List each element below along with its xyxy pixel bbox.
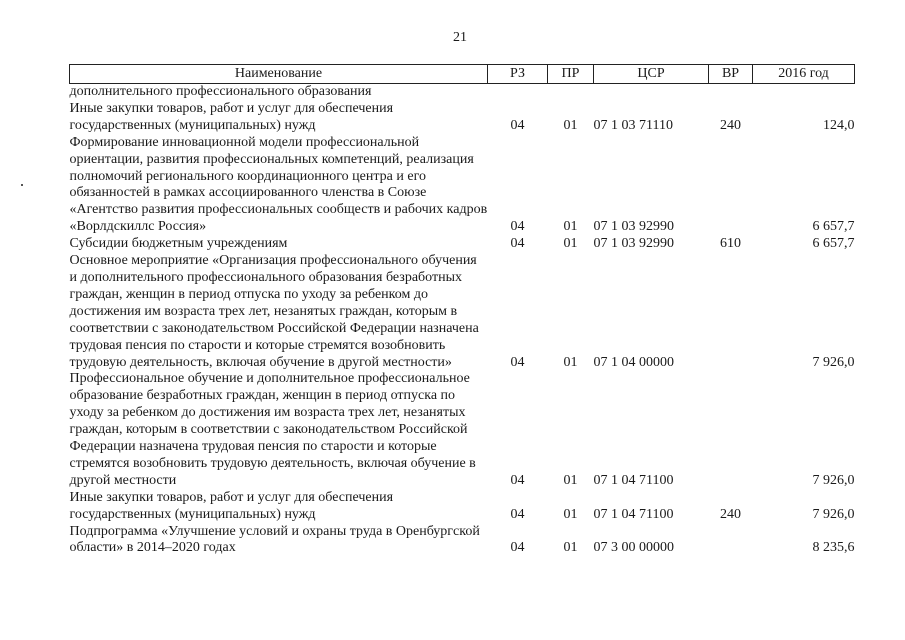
row-vr (709, 371, 753, 489)
row-name: Формирование инновационной модели профессиональной ориентации, развития профессиональных компетенций, реализация полномочий регионального координационного центра и его обязанностей в рамках ассоциированного членства в Союзе «Агентство развития профессиональных сообществ и рабочих кадров «Ворлдскиллс Россия» (69, 134, 488, 235)
row-csr: 07 1 04 71100 (593, 506, 674, 522)
row-vr: 240 (720, 117, 741, 133)
row-csr: 07 1 03 71110 (593, 117, 673, 133)
row-rz: 04 (510, 236, 525, 252)
row-pr (548, 84, 594, 101)
row-vr (709, 524, 753, 558)
row-name: Иные закупки товаров, работ и услуг для обеспечения государственных (муниципальных) нужд (69, 100, 394, 133)
row-csr: 07 1 03 92990 (593, 236, 674, 252)
row-vr: 610 (720, 236, 741, 252)
row-csr: 07 3 00 00000 (593, 540, 674, 556)
row-csr (594, 84, 709, 101)
table-row (70, 84, 855, 101)
header-vr: ВР (709, 65, 753, 84)
row-pr: 01 (563, 219, 578, 235)
row-csr: 07 1 04 71100 (593, 472, 674, 488)
row-csr: 07 1 03 92990 (593, 219, 674, 235)
table-row (70, 101, 855, 135)
table-row (70, 524, 855, 558)
row-amount: 6 657,7 (812, 219, 855, 235)
row-pr: 01 (563, 540, 578, 556)
page-number: 21 (453, 30, 467, 45)
row-amount: 124,0 (823, 117, 855, 133)
row-amount: 8 235,6 (812, 540, 855, 556)
header-year: 2016 год (753, 65, 855, 84)
row-rz: 04 (510, 472, 525, 488)
row-pr: 01 (563, 472, 578, 488)
row-name: Иные закупки товаров, работ и услуг для обеспечения государственных (муниципальных) нужд (69, 489, 394, 522)
table-row (70, 253, 855, 371)
row-rz: 04 (510, 506, 525, 522)
row-amount: 6 657,7 (812, 236, 855, 252)
row-pr: 01 (563, 506, 578, 522)
row-pr: 01 (563, 354, 578, 370)
row-amount: 7 926,0 (812, 354, 855, 370)
row-vr: 240 (720, 506, 741, 522)
row-pr: 01 (563, 236, 578, 252)
header-rz: РЗ (488, 65, 548, 84)
row-rz (488, 84, 548, 101)
row-name: Основное мероприятие «Организация профессионального обучения и дополнительного профессионального образования безработных граждан, женщин в период отпуска по уходу за ребенком до достижения им возраста трех лет, незанятых граждан, которым в соответствии с законодательством Российской Федерации назначена трудовая пенсия по старости и которые стремятся возобновить трудовую деятельность, включая обучение в другой местности» (69, 253, 479, 370)
row-vr (709, 253, 753, 371)
header-row (70, 65, 855, 84)
row-amount: 7 926,0 (812, 472, 855, 488)
row-csr: 07 1 04 00000 (593, 354, 674, 370)
row-name: Субсидии бюджетным учреждениям (69, 236, 288, 252)
budget-table (69, 64, 855, 557)
header-csr: ЦСР (594, 65, 709, 84)
row-vr (709, 84, 753, 101)
row-amount: 7 926,0 (812, 506, 855, 522)
table-row (70, 236, 855, 253)
table-row (70, 371, 855, 489)
row-name: Подпрограмма «Улучшение условий и охраны труда в Оренбургской области» в 2014–2020 годах (69, 523, 480, 556)
row-rz: 04 (510, 219, 525, 235)
row-rz: 04 (510, 540, 525, 556)
row-amount (753, 84, 855, 101)
scan-dot (21, 184, 23, 186)
row-pr: 01 (563, 117, 578, 133)
header-pr: ПР (548, 65, 594, 84)
header-name: Наименование (70, 65, 488, 84)
table-row (70, 490, 855, 524)
table-row (70, 135, 855, 236)
row-name: дополнительного профессионального образования (69, 84, 372, 99)
row-name: Профессиональное обучение и дополнительное профессиональное образование безработных граждан, женщин в период отпуска по уходу за ребенком до достижения им возраста трех лет, незанятых граждан, которым в соответствии с законодательством Российской Федерации назначена трудовая пенсия по старости и которые стремятся возобновить трудовую деятельность, включая обучение в другой местности (69, 371, 476, 488)
row-rz: 04 (510, 117, 525, 133)
row-rz: 04 (510, 354, 525, 370)
row-vr (709, 135, 753, 236)
